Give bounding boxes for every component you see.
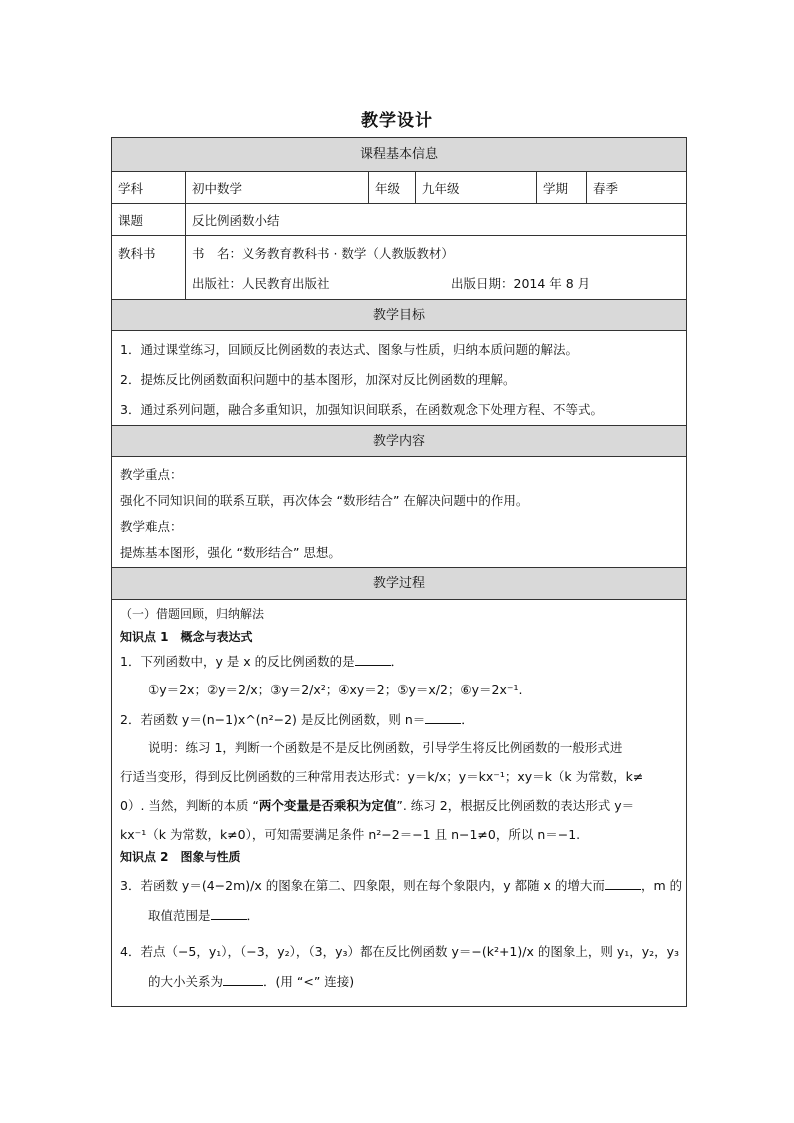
- answer-blank: [425, 712, 461, 724]
- term-value: 春季: [586, 172, 688, 203]
- question-1-text: 1．下列函数中，y 是 x 的反比例函数的是: [120, 654, 355, 669]
- answer-blank: [223, 974, 263, 986]
- grade-value: 九年级: [415, 172, 536, 203]
- question-3: [120, 876, 683, 894]
- note-text: ”. 练习 2，根据反比例函数的表达形式 y＝: [396, 798, 635, 813]
- section-content-header: 教学内容: [112, 425, 686, 456]
- question-4-line-2: [148, 972, 680, 990]
- section-process-header: 教学过程: [112, 567, 686, 599]
- goals-list: [112, 330, 686, 425]
- question-3-text: 取值范围是: [148, 908, 211, 923]
- answer-blank: [211, 908, 247, 920]
- note-line: 说明：练习 1，判断一个函数是不是反比例函数，引导学生将反比例函数的一般形式进: [148, 740, 623, 755]
- topic-label: 课题: [118, 212, 144, 228]
- key-points-label: 教学重点：: [120, 467, 183, 482]
- difficulties-text: 提炼基本图形，强化 “数形结合” 思想。: [120, 545, 341, 560]
- question-3-text-end: ，m 的: [640, 878, 683, 893]
- key-points-text: 强化不同知识间的联系互联，再次体会 “数形结合” 在解决问题中的作用。: [120, 493, 529, 508]
- note-line: 行适当变形，得到反比例函数的三种常用表达形式：y＝k/x；y＝kx⁻¹；xy＝k（k 为常数，k≠: [120, 769, 644, 784]
- textbook-label: 教科书: [118, 246, 156, 261]
- question-1: 1．下列函数中，y 是 x 的反比例函数的是 ．: [120, 654, 404, 669]
- section-basic-info-header: 课程基本信息: [112, 138, 686, 171]
- question-3-line-2: 取值范围是 ．: [148, 908, 260, 923]
- note-line: kx⁻¹（k 为常数，k≠0），可知需要满足条件 n²−2＝−1 且 n−1≠0，所以 n＝−1.: [120, 827, 581, 842]
- question-2: 2．若函数 y＝(n−1)x^(n²−2) 是反比例函数，则 n＝ ．: [120, 712, 474, 727]
- subject-value: 初中数学: [185, 172, 368, 203]
- teaching-process: [112, 599, 686, 1008]
- publisher: 出版社：人民教育出版社: [192, 276, 330, 291]
- publication-date: 出版日期：2014 年 8 月: [451, 276, 591, 291]
- question-3-text: 3．若函数 y＝(4−2m)/x 的图象在第二、四象限，则在每个象限内，y 都随 x 的增大而: [120, 878, 605, 893]
- term-label: 学期: [536, 172, 586, 203]
- question-1-options: ①y＝2x；②y＝2/x；③y＝2/x²；④xy＝2；⑤y＝x/2；⑥y＝2x⁻¹.: [148, 682, 523, 697]
- question-4: 4．若点（−5，y₁），（−3，y₂），（3，y₃）都在反比例函数 y＝−(k²+1)/x 的图象上，则 y₁，y₂，y₃: [120, 944, 680, 959]
- answer-blank: [605, 878, 641, 890]
- document-title: 教学设计: [361, 111, 433, 131]
- question-4-text-end: ．(用 “<” 连接): [263, 974, 355, 989]
- question-4-text: 的大小关系为: [148, 974, 224, 989]
- knowledge-point-1: 知识点 1 概念与表达式: [120, 630, 253, 644]
- question-2-text: 2．若函数 y＝(n−1)x^(n²−2) 是反比例函数，则 n＝: [120, 712, 426, 727]
- info-row-subject: [112, 171, 686, 203]
- goal-item: 2．提炼反比例函数面积问题中的基本图形，加深对反比例函数的理解。: [120, 372, 516, 387]
- topic-value: 反比例函数小结: [185, 204, 688, 235]
- note-text: 0）. 当然，判断的本质 “: [120, 798, 259, 813]
- process-part-title: （一）借题回顾，归纳解法: [120, 607, 265, 621]
- teaching-content: [112, 456, 686, 567]
- note-emphasis: 两个变量是否乘积为定值: [258, 798, 397, 813]
- book-name: 书 名：义务教育教科书 · 数学（人教版教材）: [192, 246, 454, 261]
- textbook-details: [185, 236, 688, 299]
- lesson-table: [111, 137, 687, 1007]
- answer-blank: [355, 654, 391, 666]
- goal-item: 1．通过课堂练习，回顾反比例函数的表达式、图象与性质，归纳本质问题的解法。: [120, 342, 578, 357]
- goal-item: 3．通过系列问题，融合多重知识，加强知识间联系，在函数观念下处理方程、不等式。: [120, 402, 603, 417]
- info-row-textbook: [112, 235, 686, 299]
- section-goals-header: 教学目标: [112, 299, 686, 330]
- note-line: [120, 796, 680, 814]
- subject-label: 学科: [118, 180, 144, 196]
- grade-label: 年级: [368, 172, 415, 203]
- info-row-topic: [112, 203, 686, 235]
- knowledge-point-2: 知识点 2 图象与性质: [120, 850, 241, 864]
- difficulties-label: 教学难点：: [120, 519, 183, 534]
